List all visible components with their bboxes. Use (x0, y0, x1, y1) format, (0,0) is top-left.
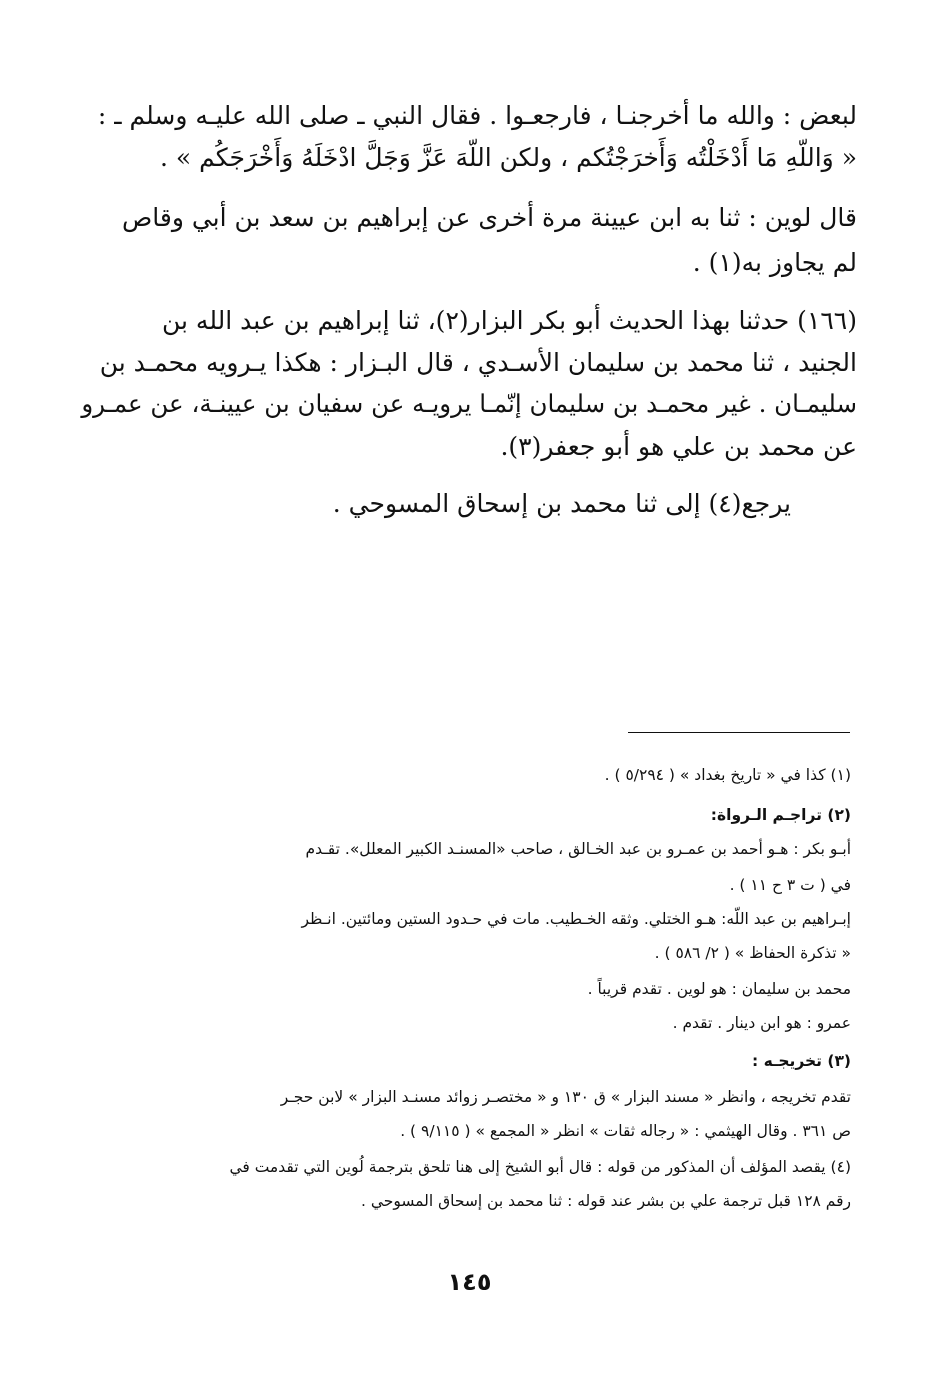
footnote-2-line: عمرو : هو ابن دينار . تقدم . (672, 1014, 851, 1032)
footnote-3-line: تقدم تخريجه ، وانظر « مسند البزار » ق ١٣٠ و « مختصـر زوائد مسنـد البزار » لابن حجـر (280, 1088, 851, 1106)
main-line-5: (١٦٦) حدثنا بهذا الحديث أبو بكر البزار(٢)، ثنا إبراهيم بن عبد الله بن (162, 306, 857, 335)
page-number: ١٤٥ (447, 1268, 492, 1296)
main-line-9: يرجع(٤) إلى ثنا محمد بن إسحاق المسوحي . (332, 489, 791, 518)
footnote-3-heading: (٣) تخريجـه : (752, 1052, 851, 1070)
footnote-2-line: في ( ت ٣ ح ١١ ) . (729, 876, 851, 894)
footnote-2-line: إبـراهيم بن عبد اللّه: هـو الختلي. وثقه الخـطيب. مات في حـدود الستين ومائتين. انـظر (301, 910, 851, 928)
main-line-3: قال لوين : ثنا به ابن عيينة مرة أخرى عن إبراهيم بن سعد بن أبي وقاص (122, 203, 857, 232)
main-line-8: عن محمد بن علي هو أبو جعفر(٣). (500, 432, 857, 461)
footnote-4-line: رقم ١٢٨ قبل ترجمة علي بن بشر عند قوله : ثنا محمد بن إسحاق المسوحي . (360, 1192, 851, 1210)
footnote-2-heading: (٢) تراجـم الـرواة: (710, 806, 851, 824)
footnote-2-line: « تذكرة الحفاظ » ( ٢/ ٥٨٦ ) . (654, 944, 851, 962)
footnote-1: (١) كذا في « تاريخ بغداد » ( ٥/٢٩٤ ) . (604, 766, 851, 784)
main-line-4: لم يجاوز به(١) . (692, 248, 857, 277)
main-line-2: « وَاللّهِ مَا أَدْخَلْتُه وَأَخرَجْتُكم ، ولكن اللّهَ عَزَّ وَجَلَّ ادْخَلَهُ وَأَخْرَجَكُم » . (159, 143, 857, 172)
footnote-2-line: أبـو بكر : هـو أحمد بن عمـرو بن عبد الخـالق ، صاحب «المسنـد الكبير المعلل». تقـدم (305, 840, 851, 858)
main-line-1: لبعض : والله ما أخرجنـا ، فارجعـوا . فقال النبي ـ صلى الله عليـه وسلم ـ : (97, 101, 857, 130)
footnote-4-line: (٤) يقصد المؤلف أن المذكور من قوله : قال أبو الشيخ إلى هنا تلحق بترجمة لُوين التي تقدمت في (229, 1158, 851, 1176)
main-line-7: سليمـان . غير محمـد بن سليمان إنّمـا يرويـه عن سفيان بن عيينـة، عن عمـرو (81, 389, 857, 418)
footnote-3-line: ص ٣٦١ . وقال الهيثمي : « رجاله ثقات » انظر « المجمع » ( ٩/١١٥ ) . (400, 1122, 851, 1140)
main-line-6: الجنيد ، ثنا محمد بن سليمان الأسـدي ، قال البـزار : هكذا يـرويه محمـد بن (99, 348, 857, 377)
footnote-divider (628, 732, 850, 733)
footnote-2-line: محمد بن سليمان : هو لوين . تقدم قريباً . (587, 980, 851, 998)
